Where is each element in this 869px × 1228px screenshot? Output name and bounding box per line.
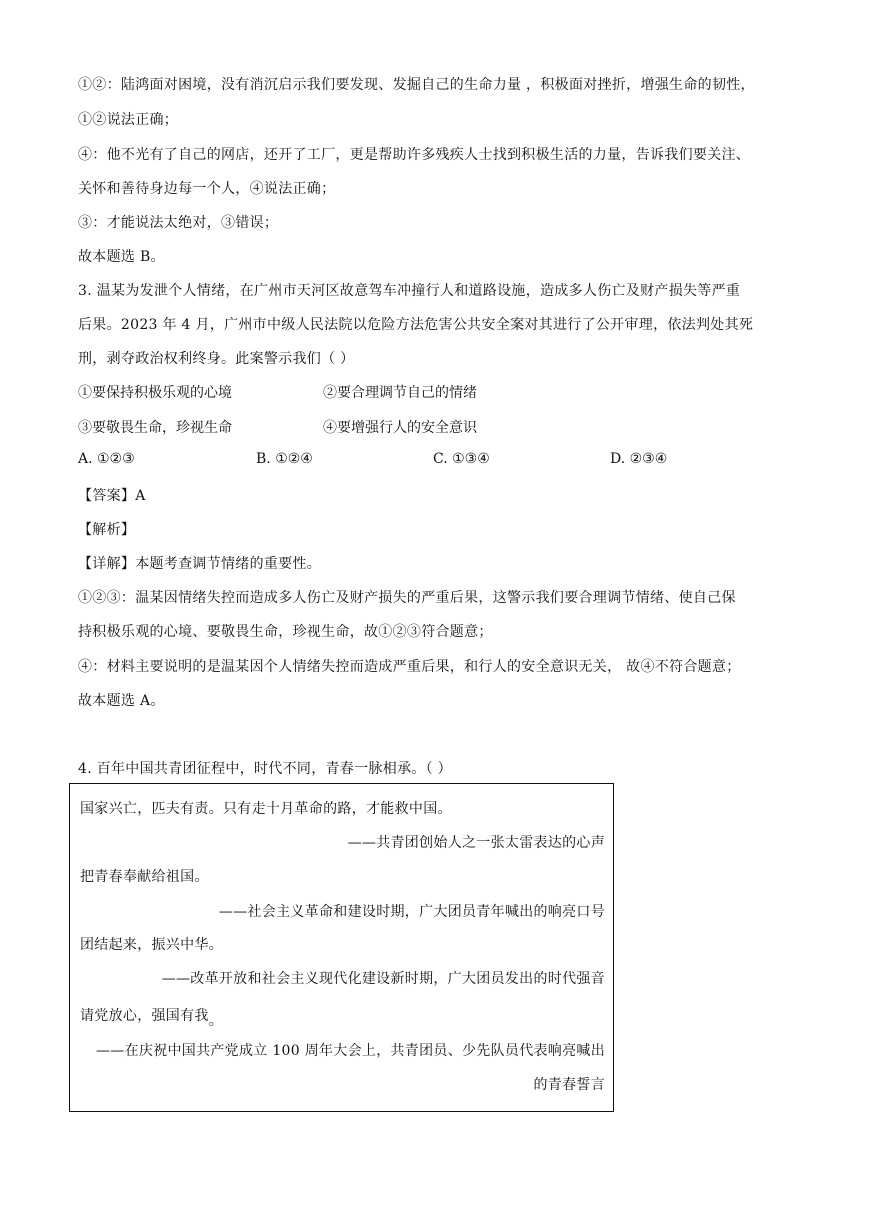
option-a: A. ①②③ bbox=[78, 451, 135, 467]
quote-text: 团结起来，振兴中华。 bbox=[80, 937, 223, 953]
quote-source: ——在庆祝中国共产党成立 100 周年大会上，共青团员、少先队员代表响亮喊出 bbox=[95, 1043, 605, 1059]
statement-1: ①要保持积极乐观的心境 bbox=[78, 385, 232, 401]
text-line: ①②：陆鸿面对困境，没有消沉启示我们要发现、发掘自己的生命力量 ，积极面对挫折，增强生命的韧性， bbox=[78, 77, 755, 93]
detail-line: ④：材料主要说明的是温某因个人情绪失控而造成严重后果，和行人的安全意识无关， 故④不符合题意； bbox=[78, 659, 741, 675]
quote-source: ——改革开放和社会主义现代化建设新时期，广大团员发出的时代强音 bbox=[161, 971, 605, 987]
question-3-text: 刑，剥夺政治权利终身。此案警示我们（ ） bbox=[78, 351, 355, 367]
quote-text bbox=[80, 1005, 224, 1029]
text-line: ④：他不光有了自己的网店，还开了工厂，更是帮助许多残疾人士找到积极生活的力量，告诉我们要关注、 bbox=[78, 147, 751, 163]
question-4-title: 4. 百年中国共青团征程中，时代不同，青春一脉相承。（ ） bbox=[78, 761, 452, 777]
quote-source: ——社会主义革命和建设时期，广大团员青年喊出的响亮口号 bbox=[218, 904, 605, 920]
text-line: 故本题选 B。 bbox=[78, 249, 165, 265]
quote-text-main: 请党放心，强国有我 bbox=[80, 1008, 209, 1024]
option-d: D. ②③④ bbox=[610, 451, 668, 467]
detail-line: 故本题选 A。 bbox=[78, 693, 165, 709]
text-line: ①②说法正确； bbox=[78, 112, 179, 128]
question-3-text: 后果。2023 年 4 月，广州市中级人民法院以危险方法危害公共安全案对其进行了公开审理，依法判处其死 bbox=[78, 317, 754, 333]
statement-4: ④要增强行人的安全意识 bbox=[323, 420, 477, 436]
option-c: C. ①③④ bbox=[433, 451, 490, 467]
statement-2: ②要合理调节自己的情绪 bbox=[323, 385, 477, 401]
quote-source: ——共青团创始人之一张太雷表达的心声 bbox=[347, 835, 605, 851]
quote-text: 国家兴亡，匹夫有责。只有走十月革命的路，才能救中国。 bbox=[80, 801, 452, 817]
detail-line: ①②③：温某因情绪失控而造成多人伤亡及财产损失的严重后果，这警示我们要合理调节情绪、使自己保 bbox=[78, 590, 736, 606]
quote-text-end: 。 bbox=[208, 1013, 224, 1029]
question-3-text: 3. 温某为发泄个人情绪，在广州市天河区故意驾车冲撞行人和道路设施，造成多人伤亡及财产损失等严重 bbox=[78, 283, 741, 299]
statement-3: ③要敬畏生命，珍视生命 bbox=[78, 420, 232, 436]
quote-text: 把青春奉献给祖国。 bbox=[80, 869, 209, 885]
quote-source: 的青春誓言 bbox=[533, 1077, 605, 1093]
analysis-label: 【解析】 bbox=[78, 522, 136, 538]
option-b: B. ①②④ bbox=[256, 451, 313, 467]
text-line: 关怀和善待身边每一个人，④说法正确； bbox=[78, 181, 336, 197]
detail-line: 持积极乐观的心境、要敬畏生命，珍视生命，故①②③符合题意； bbox=[78, 624, 493, 640]
text-line: ③：才能说法太绝对，③错误； bbox=[78, 215, 279, 231]
answer-label: 【答案】A bbox=[78, 488, 146, 504]
detail-line: 【详解】本题考查调节情绪的重要性。 bbox=[78, 556, 322, 572]
quote-box bbox=[69, 783, 614, 1112]
